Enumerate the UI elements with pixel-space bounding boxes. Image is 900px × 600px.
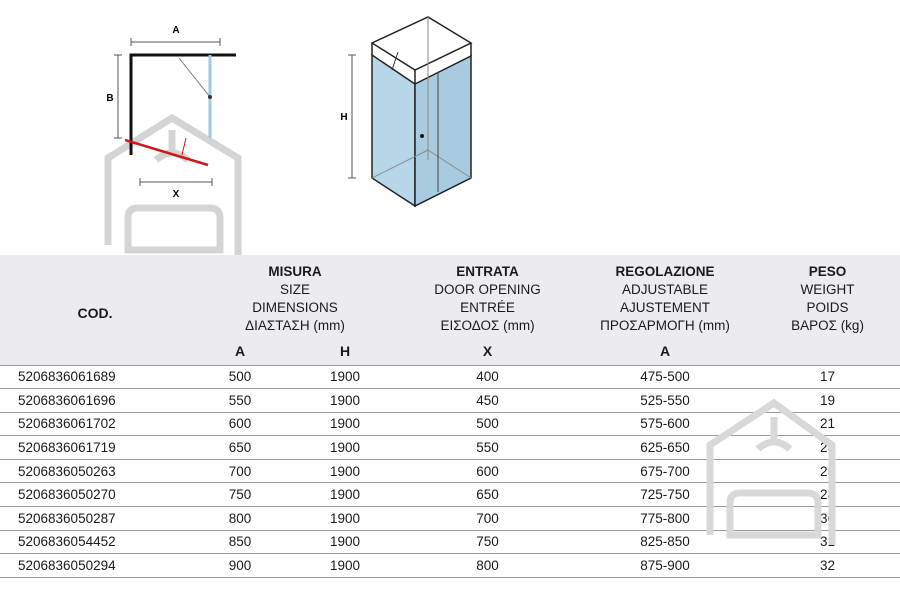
product-diagrams — [0, 0, 900, 255]
cell-adjust: 825-850 — [575, 530, 755, 554]
cell-h: 1900 — [290, 365, 400, 389]
cell-code: 5206836050270 — [0, 483, 190, 507]
cell-adjust: 475-500 — [575, 365, 755, 389]
cell-h: 1900 — [290, 507, 400, 531]
cell-a: 800 — [190, 507, 290, 531]
cell-weight: 30 — [755, 507, 900, 531]
table-row — [0, 507, 900, 531]
cell-a: 700 — [190, 459, 290, 483]
header-adjust-line: AJUSTEMENT — [620, 300, 711, 315]
table-row — [0, 436, 900, 460]
table-row — [0, 459, 900, 483]
header-adjust-line: ADJUSTABLE — [622, 282, 709, 297]
table-header-row — [0, 255, 900, 337]
table-row — [0, 412, 900, 436]
header-adjust-line: ΠΡΟΣΑΡΜΟΓΗ (mm) — [600, 318, 730, 333]
header-size — [190, 255, 400, 337]
cell-code: 5206836061719 — [0, 436, 190, 460]
cell-h: 1900 — [290, 554, 400, 578]
cell-a: 650 — [190, 436, 290, 460]
table-body — [0, 365, 900, 577]
header-opening-line: DOOR OPENING — [434, 282, 541, 297]
cell-a: 500 — [190, 365, 290, 389]
label-b: B — [106, 93, 114, 104]
cell-x: 800 — [400, 554, 575, 578]
cell-x: 700 — [400, 507, 575, 531]
watermark-house-icon — [108, 118, 238, 255]
cell-x: 500 — [400, 412, 575, 436]
cell-adjust: 775-800 — [575, 507, 755, 531]
subheader-adj: A — [575, 337, 755, 365]
cell-h: 1900 — [290, 436, 400, 460]
cell-a: 900 — [190, 554, 290, 578]
cell-code: 5206836050287 — [0, 507, 190, 531]
table-row — [0, 554, 900, 578]
cell-adjust: 875-900 — [575, 554, 755, 578]
table-row — [0, 530, 900, 554]
cell-weight: 19 — [755, 389, 900, 413]
cell-a: 550 — [190, 389, 290, 413]
cell-h: 1900 — [290, 389, 400, 413]
header-size-line: SIZE — [280, 282, 311, 297]
cell-code: 5206836061696 — [0, 389, 190, 413]
subheader-x: X — [400, 337, 575, 365]
cell-code: 5206836050263 — [0, 459, 190, 483]
cell-a: 600 — [190, 412, 290, 436]
header-weight-line: WEIGHT — [800, 282, 855, 297]
header-weight-line: POIDS — [806, 300, 849, 315]
cell-adjust: 725-750 — [575, 483, 755, 507]
cell-x: 650 — [400, 483, 575, 507]
header-adjust — [575, 255, 755, 337]
spec-table — [0, 255, 900, 578]
cell-x: 600 — [400, 459, 575, 483]
table-row — [0, 389, 900, 413]
cell-weight: 32 — [755, 554, 900, 578]
cell-weight: 28 — [755, 483, 900, 507]
header-size-line: ΔΙΑΣΤΑΣΗ (mm) — [245, 318, 345, 333]
header-weight — [755, 255, 900, 337]
cell-h: 1900 — [290, 412, 400, 436]
cell-a: 850 — [190, 530, 290, 554]
cell-adjust: 625-650 — [575, 436, 755, 460]
cell-a: 750 — [190, 483, 290, 507]
cell-weight: 31 — [755, 530, 900, 554]
cell-adjust: 675-700 — [575, 459, 755, 483]
subheader-h: H — [290, 337, 400, 365]
header-weight-line: ΒΑΡΟΣ (kg) — [791, 318, 864, 333]
subheader-a: A — [190, 337, 290, 365]
cell-h: 1900 — [290, 483, 400, 507]
cell-x: 400 — [400, 365, 575, 389]
table-row — [0, 365, 900, 389]
cell-code: 5206836061702 — [0, 412, 190, 436]
header-code: COD. — [0, 255, 190, 365]
cell-weight: 23 — [755, 436, 900, 460]
cabin-3d-diagram — [340, 17, 471, 206]
header-size-title: MISURA — [268, 264, 322, 279]
cell-code: 5206836050294 — [0, 554, 190, 578]
header-opening-line: ΕΙΣΟΔΟΣ (mm) — [440, 318, 535, 333]
header-opening — [400, 255, 575, 337]
cell-h: 1900 — [290, 459, 400, 483]
cell-x: 550 — [400, 436, 575, 460]
cell-weight: 21 — [755, 412, 900, 436]
header-opening-line: ENTRÉE — [460, 300, 515, 315]
header-size-line: DIMENSIONS — [252, 300, 338, 315]
cell-x: 750 — [400, 530, 575, 554]
cell-adjust: 525-550 — [575, 389, 755, 413]
cell-weight: 17 — [755, 365, 900, 389]
cell-x: 450 — [400, 389, 575, 413]
header-adjust-title: REGOLAZIONE — [615, 264, 715, 279]
plan-view-diagram — [106, 25, 236, 200]
header-weight-title: PESO — [808, 264, 847, 279]
label-a: A — [172, 25, 180, 36]
cell-adjust: 575-600 — [575, 412, 755, 436]
cell-code: 5206836061689 — [0, 365, 190, 389]
label-h: H — [340, 112, 348, 123]
cell-weight: 25 — [755, 459, 900, 483]
cell-code: 5206836054452 — [0, 530, 190, 554]
label-x: X — [172, 189, 180, 200]
subheader-empty — [755, 337, 900, 365]
header-opening-title: ENTRATA — [456, 264, 519, 279]
table-row — [0, 483, 900, 507]
cell-h: 1900 — [290, 530, 400, 554]
